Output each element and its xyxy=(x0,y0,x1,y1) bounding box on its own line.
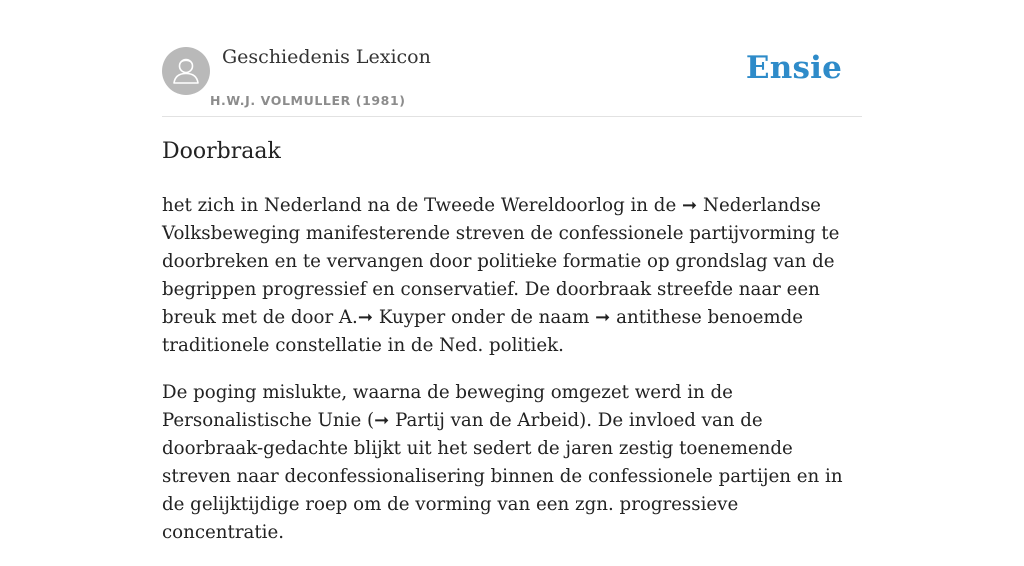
entry-header xyxy=(162,46,862,117)
cross-reference-label: Partij van de Arbeid xyxy=(389,410,580,431)
ensie-logo[interactable]: Ensie xyxy=(745,50,842,86)
author-attribution[interactable]: H.W.J. VOLMULLER (1981) xyxy=(210,93,406,108)
body-text: De poging mislukte, waarna de beweging omgezet werd in de Personalistische Unie ( xyxy=(162,382,733,431)
cross-reference-label: Nederlandse Volksbeweging xyxy=(162,195,821,244)
arrow-right-icon: ➞ xyxy=(595,307,611,328)
arrow-right-icon: ➞ xyxy=(357,307,374,328)
article-paragraph xyxy=(162,192,862,360)
article-body xyxy=(162,192,862,566)
body-text: ). De invloed van de doorbraak-gedachte blijkt uit het sedert de jaren zestig toenemende streven naar deconfessionalisering binnen de confessionele partijen en in de gelijktijdige roep om de vorming van een zgn. progressieve concentratie. xyxy=(162,410,843,543)
cross-reference-label: antithese xyxy=(610,307,702,328)
body-text: benoemde traditionele constellatie in de Ned. politiek. xyxy=(162,307,803,356)
article-title: Doorbraak xyxy=(162,139,281,164)
author-avatar[interactable] xyxy=(162,47,210,95)
cross-reference-link[interactable] xyxy=(595,307,702,328)
source-title[interactable]: Geschiedenis Lexicon xyxy=(222,46,431,68)
arrow-right-icon: ➞ xyxy=(682,195,698,216)
arrow-right-icon: ➞ xyxy=(374,410,390,431)
body-text: onder de naam xyxy=(445,307,596,328)
cross-reference-link[interactable] xyxy=(358,307,445,328)
body-text: het zich in Nederland na de Tweede Wereldoorlog in de xyxy=(162,195,682,216)
cross-reference-label: Kuyper xyxy=(373,307,446,328)
article-paragraph xyxy=(162,379,862,547)
body-text: manifesterende streven de confessionele partijvorming te doorbreken en te vervangen door politieke formatie op grondslag van de begrippen progressief en conservatief. De doorbraak streefde naar een breuk met de door A. xyxy=(162,223,840,328)
cross-reference-link[interactable] xyxy=(374,410,579,431)
user-placeholder-icon xyxy=(162,47,210,95)
